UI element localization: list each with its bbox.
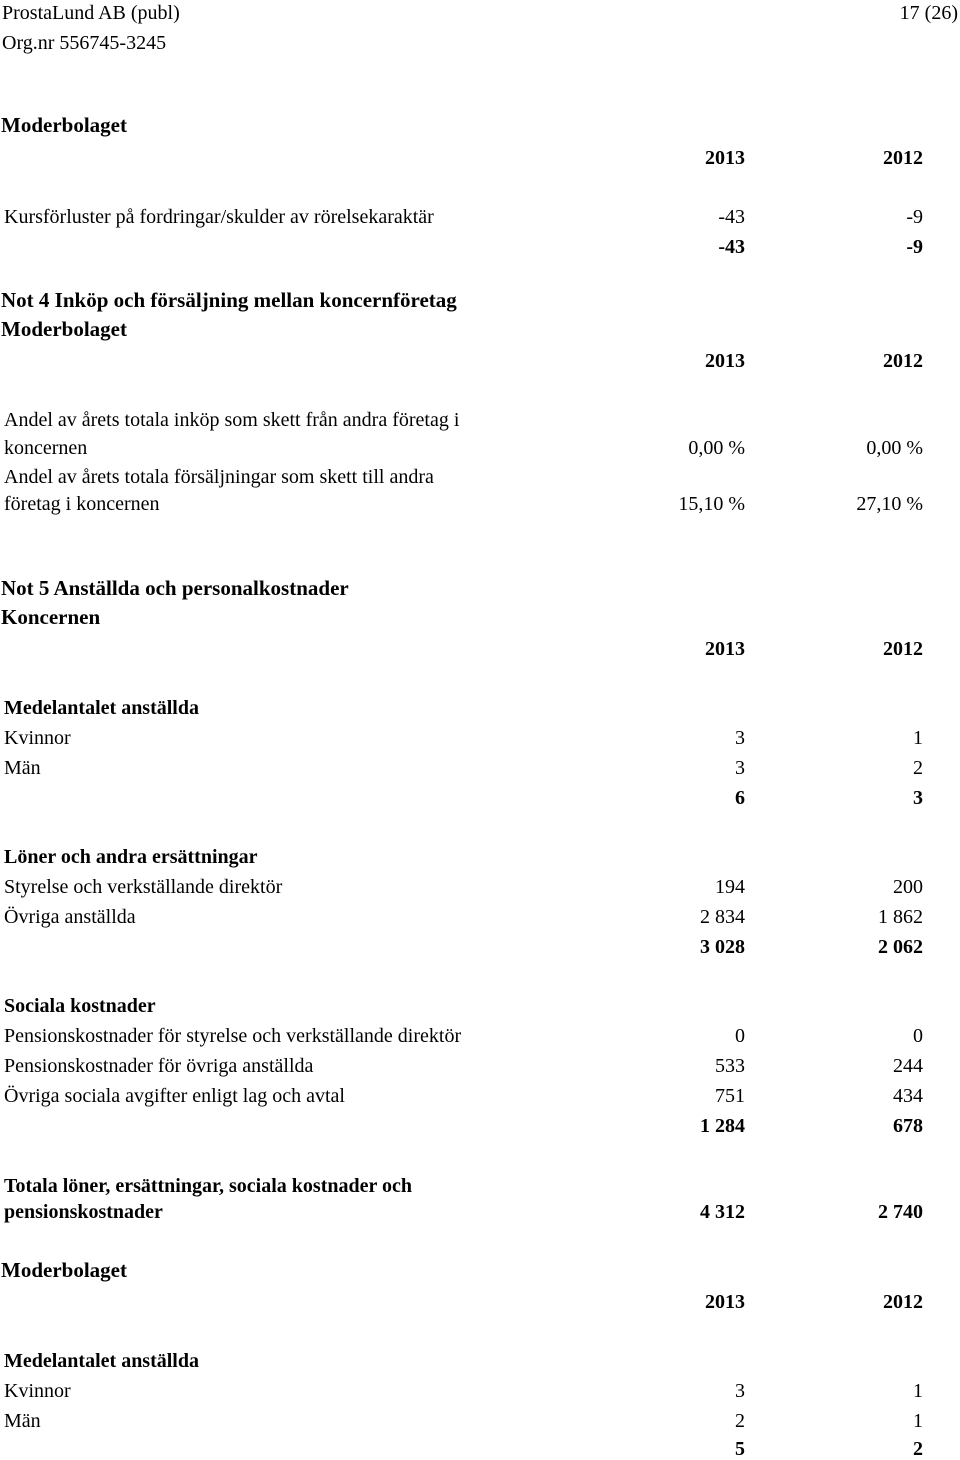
value-2013: 15,10 % [678, 493, 745, 515]
value-2012: 1 [913, 1410, 923, 1432]
subsection-heading: Löner och andra ersättningar [4, 846, 258, 868]
total-2012: 2 [913, 1438, 923, 1460]
row-label: Kursförluster på fordringar/skulder av rörelsekaraktär [4, 206, 434, 228]
value-2013: 3 [735, 1380, 745, 1402]
value-2012: 0,00 % [866, 437, 923, 459]
total-2012: -9 [906, 236, 923, 258]
year-2013-header: 2013 [705, 147, 745, 169]
row-label-cont: koncernen [4, 437, 88, 459]
value-2013: 533 [715, 1055, 745, 1077]
row-label: Övriga sociala avgifter enligt lag och avtal [4, 1085, 345, 1107]
year-2012-header: 2012 [883, 147, 923, 169]
row-label: Män [4, 757, 41, 779]
value-2012: 1 862 [878, 906, 923, 928]
year-2012-header: 2012 [883, 350, 923, 372]
value-2012: 244 [893, 1055, 923, 1077]
value-2012: 27,10 % [856, 493, 923, 515]
total-2012: 2 062 [878, 936, 923, 958]
total-2013: 5 [735, 1438, 745, 1460]
org-number: Org.nr 556745-3245 [2, 32, 167, 54]
row-label: Styrelse och verkställande direktör [4, 876, 283, 898]
row-label: Andel av årets totala försäljningar som skett till andra [4, 466, 434, 488]
value-2013: 0 [735, 1025, 745, 1047]
subsection-heading: Sociala kostnader [4, 995, 156, 1017]
grand-total-2013: 4 312 [700, 1201, 745, 1223]
year-2013-header: 2013 [705, 350, 745, 372]
year-2012-header: 2012 [883, 638, 923, 660]
note-5-title: Not 5 Anställda och personalkostnader [1, 576, 349, 600]
subsection-heading: Medelantalet anställda [4, 697, 199, 719]
company-name: ProstaLund AB (publ) [2, 2, 180, 24]
total-2012: 678 [893, 1115, 923, 1137]
page-number: 17 (26) [899, 2, 958, 24]
grand-total-2012: 2 740 [878, 1201, 923, 1223]
value-2012: 2 [913, 757, 923, 779]
value-2013: 3 [735, 757, 745, 779]
total-2013: 6 [735, 787, 745, 809]
note-5-subtitle: Koncernen [1, 605, 101, 629]
value-2013: 194 [715, 876, 745, 898]
grand-total-label: Totala löner, ersättningar, sociala kostnader och [4, 1175, 412, 1197]
value-2013: 751 [715, 1085, 745, 1107]
value-2012: 434 [893, 1085, 923, 1107]
year-2013-header: 2013 [705, 1291, 745, 1313]
row-label: Män [4, 1410, 41, 1432]
row-label: Pensionskostnader för styrelse och verkställande direktör [4, 1025, 462, 1047]
value-2013: 3 [735, 727, 745, 749]
note-4-title: Not 4 Inköp och försäljning mellan koncernföretag [1, 288, 457, 312]
row-label: Övriga anställda [4, 906, 136, 928]
value-2013: 0,00 % [688, 437, 745, 459]
total-2012: 3 [913, 787, 923, 809]
total-2013: -43 [718, 236, 745, 258]
value-2012: 200 [893, 876, 923, 898]
total-2013: 1 284 [700, 1115, 745, 1137]
year-2012-header: 2012 [883, 1291, 923, 1313]
value-2012: -9 [906, 206, 923, 228]
row-label: Kvinnor [4, 1380, 71, 1402]
value-2012: 1 [913, 1380, 923, 1402]
total-2013: 3 028 [700, 936, 745, 958]
value-2013: 2 834 [700, 906, 745, 928]
year-2013-header: 2013 [705, 638, 745, 660]
row-label: Andel av årets totala inköp som skett från andra företag i [4, 409, 460, 431]
value-2012: 0 [913, 1025, 923, 1047]
row-label: Kvinnor [4, 727, 71, 749]
grand-total-label-cont: pensionskostnader [4, 1201, 163, 1223]
value-2013: -43 [718, 206, 745, 228]
subsection-heading: Medelantalet anställda [4, 1350, 199, 1372]
row-label: Pensionskostnader för övriga anställda [4, 1055, 314, 1077]
section-title: Moderbolaget [1, 1258, 127, 1282]
value-2013: 2 [735, 1410, 745, 1432]
value-2012: 1 [913, 727, 923, 749]
row-label-cont: företag i koncernen [4, 493, 160, 515]
note-4-subtitle: Moderbolaget [1, 317, 127, 341]
section-title: Moderbolaget [1, 113, 127, 137]
